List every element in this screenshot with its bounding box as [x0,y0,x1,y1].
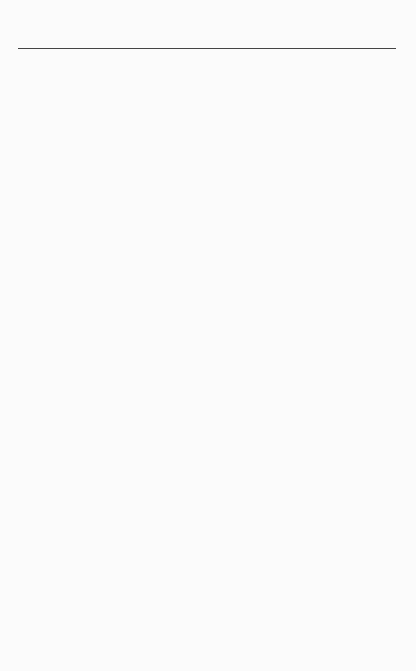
running-header [18,4,396,49]
